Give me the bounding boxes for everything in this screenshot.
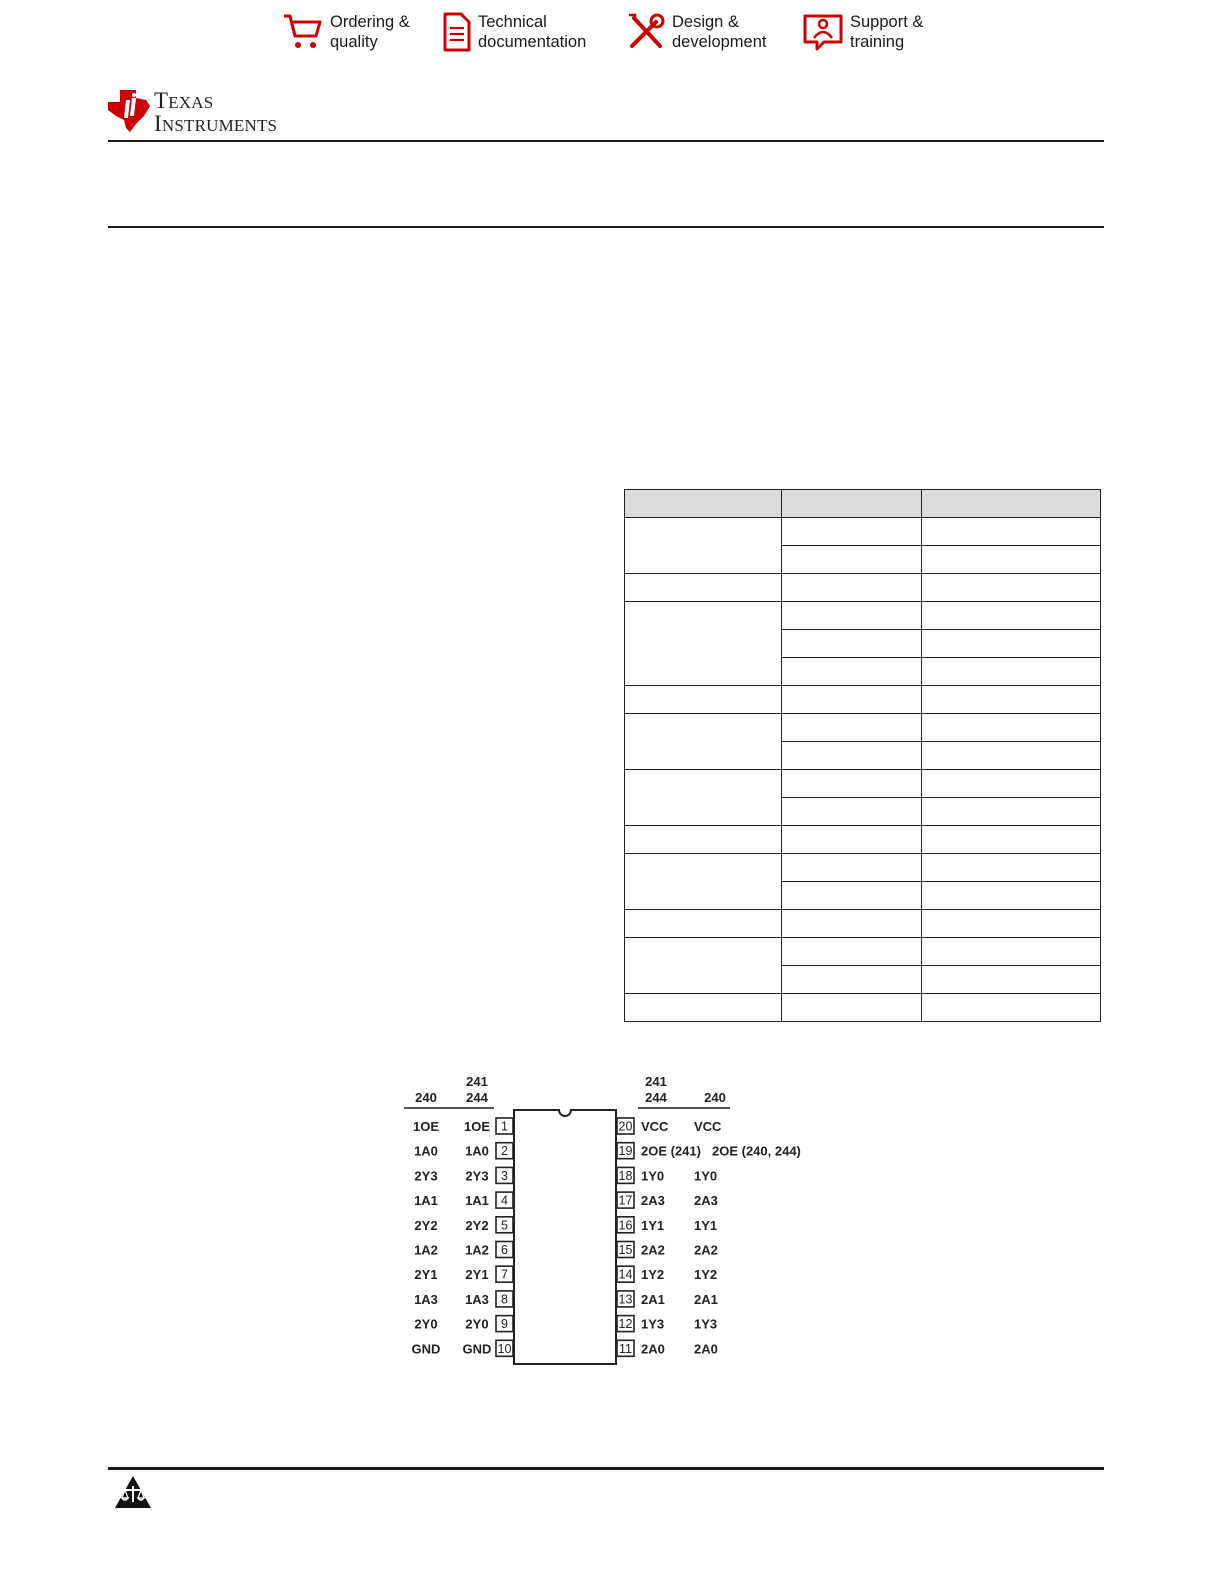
document-icon [442, 12, 472, 52]
pin-number: 14 [618, 1267, 633, 1282]
table-row [625, 686, 1101, 714]
warning-scales-icon [113, 1474, 153, 1510]
pin-label-240: 1A1 [414, 1193, 438, 1209]
pin-label-241-244: 2A0 [641, 1341, 665, 1357]
pin-label-241-244: VCC [641, 1119, 669, 1134]
pin-label-240: 2A2 [694, 1242, 718, 1258]
pin-number: 1 [501, 1119, 508, 1134]
nav-support-label: Support & training [850, 13, 924, 51]
pin-label-240: 1Y2 [694, 1267, 718, 1283]
pin-label-240: 2A3 [694, 1193, 718, 1209]
pin-label-240: 2Y2 [414, 1217, 438, 1233]
table-row [625, 518, 1101, 546]
pin-number: 2 [501, 1144, 508, 1159]
nav-technical-documentation[interactable] [442, 12, 586, 52]
table-row [625, 938, 1101, 966]
table-row [625, 714, 1101, 742]
tools-icon [626, 12, 666, 52]
nav-technical-label: Technical documentation [478, 13, 587, 51]
pin-number: 13 [618, 1292, 633, 1307]
pin-number: 3 [501, 1168, 508, 1183]
pin-label-241-244: 2A1 [641, 1291, 665, 1307]
support-icon [802, 12, 844, 52]
table-row [625, 770, 1101, 798]
pin-label-241-244: 1Y1 [641, 1217, 665, 1233]
pin-number: 12 [618, 1317, 633, 1332]
pin-label-241-244: 1A3 [465, 1291, 489, 1307]
table-header-row [625, 490, 1101, 518]
pin-label-240: 1Y1 [694, 1217, 718, 1233]
pin-label-241-244: 1OE [463, 1119, 491, 1134]
nav-ordering-label: Ordering & quality [330, 13, 410, 51]
pin-label-241-244: 1A1 [465, 1193, 489, 1209]
pin-number: 8 [501, 1292, 508, 1307]
right-header-col1-bottom: 244 [645, 1090, 667, 1105]
left-header-col2-top: 241 [466, 1074, 488, 1089]
table-row [625, 574, 1101, 602]
pin-label-240: 1Y3 [694, 1316, 718, 1332]
footer-rule [108, 1467, 1104, 1470]
pin-number: 10 [497, 1341, 512, 1356]
pin-label-241-244: 2Y3 [465, 1168, 489, 1184]
pin-number: 7 [501, 1267, 508, 1282]
pin-number: 16 [618, 1218, 633, 1233]
ti-logo [106, 88, 306, 138]
pin-label-240: 2A0 [694, 1341, 718, 1357]
table-row [625, 602, 1101, 630]
pin-number: 17 [618, 1193, 633, 1208]
pin-label-241-244: 1A2 [465, 1242, 489, 1258]
header-rule [108, 140, 1104, 142]
device-table [624, 489, 1101, 1022]
pin-label-241-244: 1Y0 [641, 1168, 665, 1184]
pin-label-241-244: GND [462, 1341, 492, 1357]
pin-label-241-244: 2A2 [641, 1242, 665, 1258]
pin-label-241-244: 2OE (241) [641, 1143, 701, 1159]
nav-ordering-quality[interactable] [282, 12, 410, 52]
pin-label-240: VCC [694, 1119, 722, 1134]
pin-number: 19 [618, 1144, 633, 1159]
pin-label-241-244: 2Y2 [465, 1217, 489, 1233]
pin-label-241-244: 1Y2 [641, 1267, 665, 1283]
pin-label-240: GND [411, 1341, 441, 1357]
pin-number: 4 [501, 1193, 508, 1208]
pin-number: 20 [618, 1119, 633, 1134]
pin-label-240: 1Y0 [694, 1168, 718, 1184]
shopping-cart-icon [282, 12, 324, 52]
pin-label-240: 2Y0 [414, 1316, 438, 1332]
ti-state-logo-icon [106, 88, 152, 134]
pin-label-240: 1A0 [414, 1143, 438, 1159]
table-row [625, 994, 1101, 1022]
right-header-col2: 240 [704, 1090, 726, 1105]
table-row [625, 854, 1101, 882]
nav-design-development[interactable] [626, 12, 766, 52]
pin-label-240: 1A2 [414, 1242, 438, 1258]
pin-label-241-244: 2Y1 [465, 1267, 489, 1283]
nav-design-label: Design & development [672, 13, 767, 51]
pin-number: 9 [501, 1317, 508, 1332]
pin-label-240: 2Y3 [414, 1168, 438, 1184]
nav-support-training[interactable] [802, 12, 923, 52]
pin-number: 5 [501, 1218, 508, 1233]
pin-number: 18 [618, 1168, 633, 1183]
pin-label-240: 2OE (240, 244) [712, 1143, 801, 1159]
pin-label-241-244: 1Y3 [641, 1316, 665, 1332]
pin-label-241-244: 2A3 [641, 1193, 665, 1209]
pin-label-241-244: 1A0 [465, 1143, 489, 1159]
pin-label-240: 2Y1 [414, 1267, 438, 1283]
ti-wordmark: TEXAS INSTRUMENTS [154, 88, 278, 136]
pin-label-240: 1A3 [414, 1291, 438, 1307]
pin-number: 11 [619, 1341, 632, 1356]
chip-body [514, 1110, 616, 1364]
table-row [625, 826, 1101, 854]
pin-number: 6 [501, 1243, 508, 1257]
pin-label-240: 2A1 [694, 1291, 718, 1307]
title-rule [108, 226, 1104, 228]
left-header-col2-bottom: 244 [466, 1090, 488, 1105]
left-header-col1: 240 [415, 1090, 437, 1105]
pin-label-240: 1OE [412, 1119, 440, 1134]
pinout-diagram [398, 1068, 818, 1378]
table-row [625, 910, 1101, 938]
right-header-col1-top: 241 [645, 1074, 667, 1089]
pin-label-241-244: 2Y0 [465, 1316, 489, 1332]
pin-number: 15 [618, 1243, 633, 1257]
